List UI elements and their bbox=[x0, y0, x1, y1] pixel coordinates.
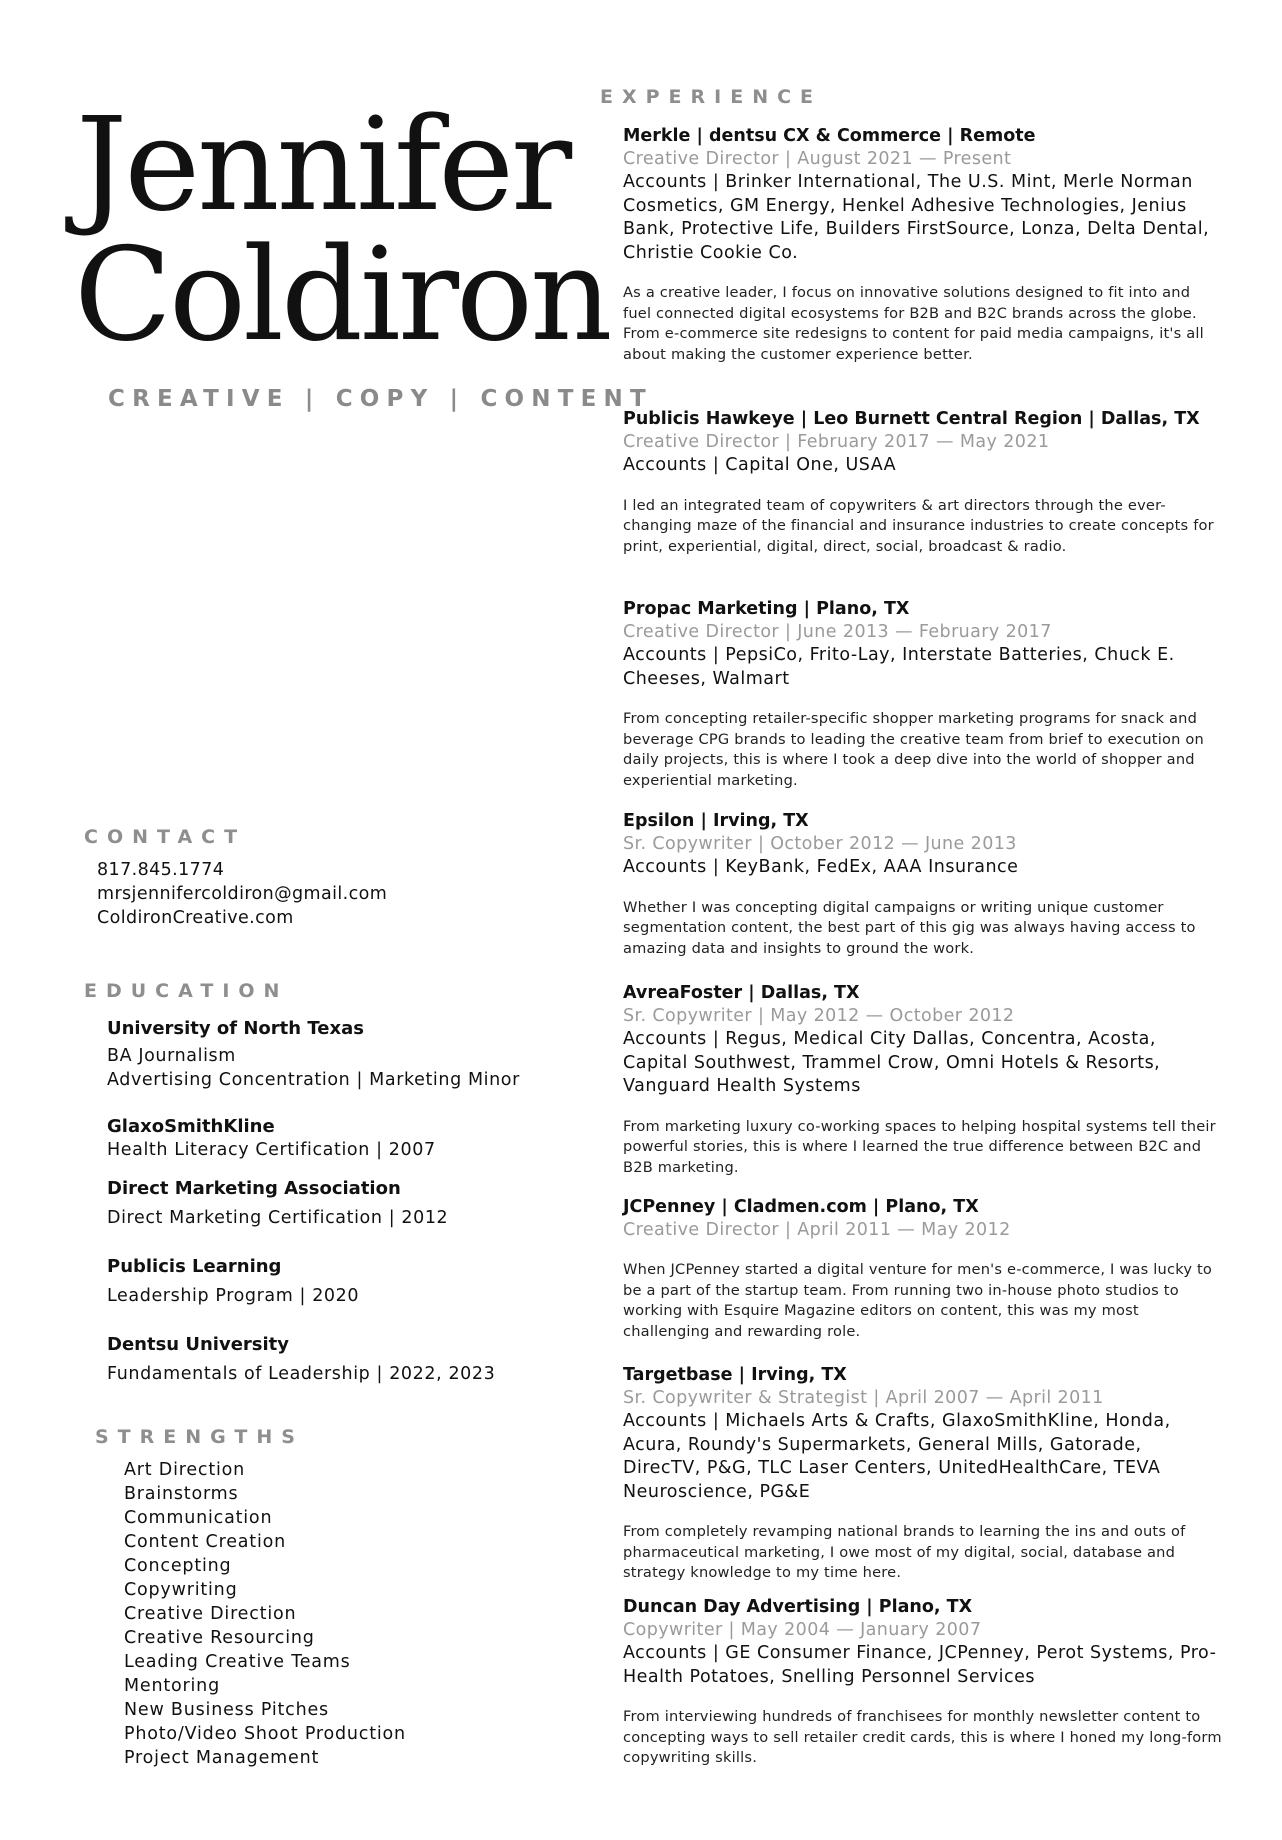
job-company: Publicis Hawkeye | Leo Burnett Central Region | Dallas, TX bbox=[623, 409, 1200, 429]
job-role: Creative Director | August 2021 — Present bbox=[623, 149, 1012, 169]
education-heading: EDUCATION bbox=[84, 980, 289, 1002]
education-line: Fundamentals of Leadership | 2022, 2023 bbox=[107, 1364, 496, 1384]
job-company: AvreaFoster | Dallas, TX bbox=[623, 983, 860, 1003]
job-company: Propac Marketing | Plano, TX bbox=[623, 599, 910, 619]
job-description: I led an integrated team of copywriters & art directors through the ever-changing maze of the financial and insurance industries to create concepts for print, experiential, digital, direct, social, broadcast & radio. bbox=[623, 496, 1214, 555]
strength-item: Mentoring bbox=[124, 1676, 220, 1696]
job-company: Epsilon | Irving, TX bbox=[623, 811, 809, 831]
experience-entry bbox=[623, 1364, 1223, 1584]
strength-item: Creative Direction bbox=[124, 1604, 297, 1624]
experience-entry bbox=[623, 1596, 1223, 1769]
strength-item: Copywriting bbox=[124, 1580, 238, 1600]
job-accounts: Accounts | GE Consumer Finance, JCPenney, Perot Systems, Pro-Health Potatoes, Snelling Personnel Services bbox=[623, 1643, 1217, 1687]
education-title: GlaxoSmithKline bbox=[107, 1116, 275, 1137]
job-role: Creative Director | February 2017 — May 2021 bbox=[623, 432, 1050, 452]
education-line: Leadership Program | 2020 bbox=[107, 1286, 360, 1306]
job-accounts: Accounts | Capital One, USAA bbox=[623, 455, 897, 475]
strength-item: Photo/Video Shoot Production bbox=[124, 1724, 406, 1744]
job-company: JCPenney | Cladmen.com | Plano, TX bbox=[623, 1197, 979, 1217]
job-company: Duncan Day Advertising | Plano, TX bbox=[623, 1597, 973, 1617]
job-accounts: Accounts | PepsiCo, Frito-Lay, Interstate Batteries, Chuck E. Cheeses, Walmart bbox=[623, 645, 1175, 689]
job-role: Sr. Copywriter | October 2012 — June 2013 bbox=[623, 834, 1017, 854]
experience-entry bbox=[623, 408, 1223, 557]
education-title: Publicis Learning bbox=[107, 1256, 282, 1277]
experience-entry bbox=[623, 810, 1223, 959]
job-role: Creative Director | June 2013 — February 2017 bbox=[623, 622, 1052, 642]
job-role: Copywriter | May 2004 — January 2007 bbox=[623, 1620, 982, 1640]
education-title: University of North Texas bbox=[107, 1018, 364, 1039]
job-accounts: Accounts | Brinker International, The U.S. Mint, Merle Norman Cosmetics, GM Energy, Henkel Adhesive Technologies, Jenius Bank, Protective Life, Builders FirstSource, Lonza, Delta Dental, Christie Cookie Co. bbox=[623, 172, 1210, 263]
experience-entry bbox=[623, 598, 1223, 791]
education-line: BA Journalism bbox=[107, 1046, 236, 1066]
education-line: Direct Marketing Certification | 2012 bbox=[107, 1208, 449, 1228]
strength-item: Brainstorms bbox=[124, 1484, 239, 1504]
contact-heading: CONTACT bbox=[84, 826, 247, 848]
job-description: From marketing luxury co-working spaces to helping hospital systems tell their powerful stories, this is where I learned the true difference between B2C and B2B marketing. bbox=[623, 1117, 1216, 1176]
job-role: Sr. Copywriter | May 2012 — October 2012 bbox=[623, 1006, 1015, 1026]
strength-item: Communication bbox=[124, 1508, 273, 1528]
strength-item: Art Direction bbox=[124, 1460, 246, 1480]
job-description: When JCPenney started a digital venture for men's e-commerce, I was lucky to be a part of the startup team. From running two in-house photo studios to working with Esquire Magazine editors on content, this was my most challenging and rewarding role. bbox=[623, 1261, 1213, 1340]
contact-website: ColdironCreative.com bbox=[97, 908, 294, 928]
job-description: From concepting retailer-specific shopper marketing programs for snack and beverage CPG brands to leading the creative team from brief to execution on daily projects, this is where I took a deep dive into the world of shopper and experiential marketing. bbox=[623, 710, 1204, 789]
education-title: Direct Marketing Association bbox=[107, 1178, 401, 1199]
experience-heading: EXPERIENCE bbox=[600, 86, 823, 108]
job-description: As a creative leader, I focus on innovative solutions designed to fit into and fuel connected digital ecosystems for B2B and B2C brands across the globe. From e-commerce site redesigns to content for paid media campaigns, it's all about making the customer experience better. bbox=[623, 284, 1204, 363]
experience-entry bbox=[623, 982, 1223, 1178]
tagline: CREATIVE | COPY | CONTENT bbox=[108, 386, 653, 412]
job-accounts: Accounts | Regus, Medical City Dallas, Concentra, Acosta, Capital Southwest, Trammel Crow, Omni Hotels & Resorts, Vanguard Health Systems bbox=[623, 1029, 1161, 1096]
experience-entry bbox=[623, 125, 1223, 365]
job-accounts: Accounts | Michaels Arts & Crafts, GlaxoSmithKline, Honda, Acura, Roundy's Supermarkets, General Mills, Gatorade, DirecTV, P&G, TLC Laser Centers, UnitedHealthCare, TEVA Neuroscience, PG&E bbox=[623, 1411, 1171, 1502]
job-description: From completely revamping national brands to learning the ins and outs of pharmaceutical marketing, I owe most of my digital, social, database and strategy knowledge to my time here. bbox=[623, 1523, 1186, 1581]
job-role: Sr. Copywriter & Strategist | April 2007 — April 2011 bbox=[623, 1388, 1104, 1408]
strength-item: Leading Creative Teams bbox=[124, 1652, 351, 1672]
contact-phone: 817.845.1774 bbox=[97, 860, 225, 880]
job-company: Targetbase | Irving, TX bbox=[623, 1365, 847, 1385]
strength-item: Project Management bbox=[124, 1748, 320, 1768]
contact-email: mrsjennifercoldiron@gmail.com bbox=[97, 884, 388, 904]
name-last: Coldiron bbox=[74, 221, 610, 370]
education-line: Health Literacy Certification | 2007 bbox=[107, 1140, 436, 1160]
strength-item: Concepting bbox=[124, 1556, 232, 1576]
job-description: From interviewing hundreds of franchisees for monthly newsletter content to concepting ways to sell retailer credit cards, this is where I honed my long-form copywriting skills. bbox=[623, 1708, 1222, 1766]
strength-item: Content Creation bbox=[124, 1532, 287, 1552]
job-accounts: Accounts | KeyBank, FedEx, AAA Insurance bbox=[623, 857, 1019, 877]
job-company: Merkle | dentsu CX & Commerce | Remote bbox=[623, 126, 1036, 146]
education-title: Dentsu University bbox=[107, 1334, 290, 1355]
strengths-list bbox=[124, 1458, 406, 1770]
education-line: Advertising Concentration | Marketing Minor bbox=[107, 1070, 520, 1090]
strengths-heading: STRENGTHS bbox=[95, 1426, 304, 1448]
job-role: Creative Director | April 2011 — May 2012 bbox=[623, 1220, 1011, 1240]
strength-item: New Business Pitches bbox=[124, 1700, 329, 1720]
job-description: Whether I was concepting digital campaigns or writing unique customer segmentation content, the best part of this gig was always having access to amazing data and insights to ground the work. bbox=[623, 898, 1196, 957]
experience-entry bbox=[623, 1196, 1223, 1342]
strength-item: Creative Resourcing bbox=[124, 1628, 315, 1648]
name-first: Jennifer bbox=[76, 91, 570, 240]
